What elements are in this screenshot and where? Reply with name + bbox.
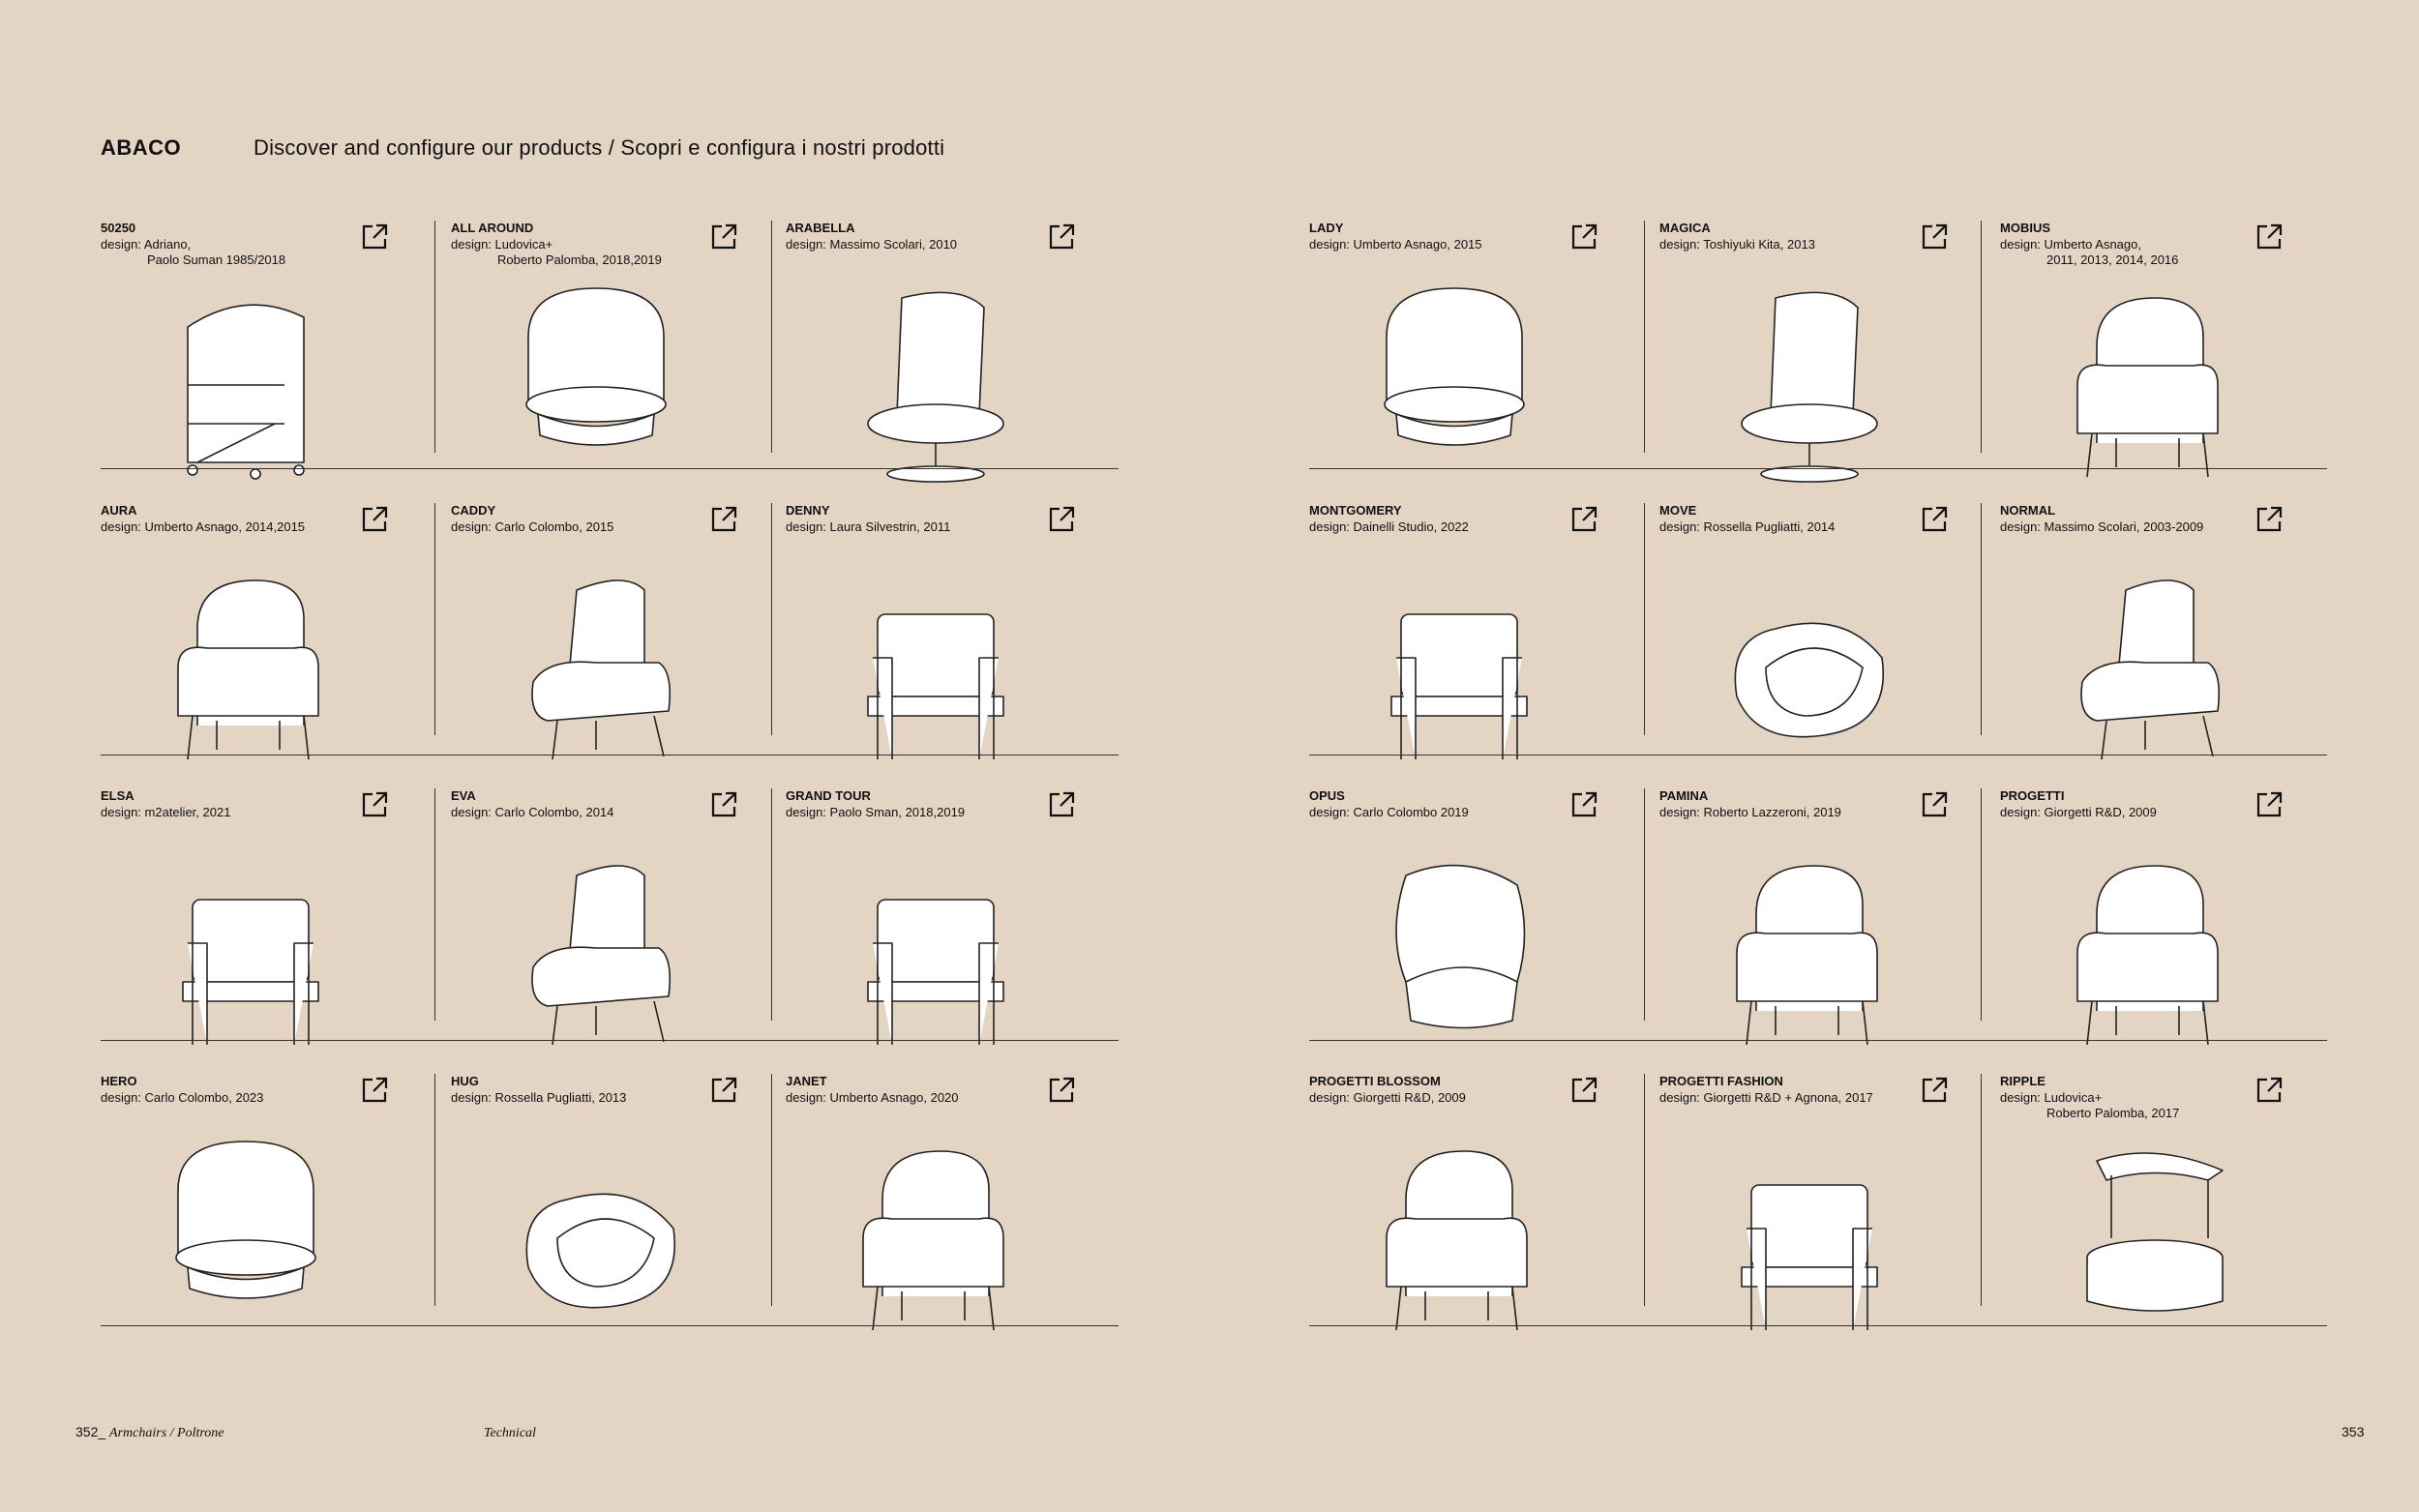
chair-ripple-illustration bbox=[2039, 1122, 2261, 1340]
designer-line: design: Toshiyuki Kita, 2013 bbox=[1659, 237, 1815, 252]
column-divider bbox=[771, 221, 772, 453]
product-designer bbox=[1309, 805, 1469, 820]
product-card[interactable] bbox=[1309, 788, 1628, 1050]
product-designer bbox=[1659, 805, 1841, 820]
product-name: EVA bbox=[451, 788, 476, 803]
column-divider bbox=[1644, 1074, 1645, 1306]
designer-line: design: Carlo Colombo 2019 bbox=[1309, 805, 1469, 819]
external-link-icon[interactable] bbox=[360, 790, 389, 819]
product-designer bbox=[786, 1090, 959, 1106]
designer-line-continued: Paolo Suman 1985/2018 bbox=[147, 252, 286, 267]
product-card[interactable] bbox=[451, 1074, 770, 1335]
product-designer bbox=[451, 237, 662, 268]
product-name: PAMINA bbox=[1659, 788, 1709, 803]
product-designer bbox=[1309, 519, 1469, 535]
product-name: PROGETTI BLOSSOM bbox=[1309, 1074, 1441, 1088]
product-card[interactable] bbox=[786, 788, 1105, 1050]
product-card[interactable] bbox=[1659, 788, 1979, 1050]
chair-grand-tour-illustration bbox=[824, 837, 1047, 1054]
product-name: MOBIUS bbox=[2000, 221, 2050, 235]
designer-line: design: Giorgetti R&D + Agnona, 2017 bbox=[1659, 1090, 1873, 1105]
designer-line: design: Massimo Scolari, 2003-2009 bbox=[2000, 519, 2204, 534]
designer-line: design: Umberto Asnago, 2020 bbox=[786, 1090, 959, 1105]
column-divider bbox=[1644, 788, 1645, 1021]
column-divider bbox=[434, 788, 435, 1021]
designer-line: design: Massimo Scolari, 2010 bbox=[786, 237, 958, 252]
product-designer bbox=[1659, 237, 1815, 252]
product-name: 50250 bbox=[101, 221, 136, 235]
product-name: ELSA bbox=[101, 788, 134, 803]
designer-line: design: Giorgetti R&D, 2009 bbox=[1309, 1090, 1466, 1105]
column-divider bbox=[1644, 503, 1645, 735]
product-card[interactable] bbox=[1309, 1074, 1628, 1335]
chair-hug-illustration bbox=[490, 1122, 712, 1340]
designer-line: design: Ludovica+ bbox=[2000, 1090, 2103, 1105]
chair-aura-illustration bbox=[139, 551, 362, 769]
chair-janet-illustration bbox=[824, 1122, 1047, 1340]
external-link-icon[interactable] bbox=[2255, 222, 2284, 252]
product-name: JANET bbox=[786, 1074, 827, 1088]
chair-progetti-fashion-illustration bbox=[1698, 1122, 1921, 1340]
chair-normal-illustration bbox=[2039, 551, 2261, 769]
product-designer bbox=[786, 519, 950, 535]
external-link-icon[interactable] bbox=[2255, 790, 2284, 819]
designer-line-continued: 2011, 2013, 2014, 2016 bbox=[2046, 252, 2179, 267]
chair-progetti-illustration bbox=[2039, 837, 2261, 1054]
product-designer bbox=[786, 237, 957, 252]
product-card[interactable] bbox=[786, 221, 1105, 482]
product-name: HERO bbox=[101, 1074, 137, 1088]
external-link-icon[interactable] bbox=[1920, 1076, 1949, 1105]
external-link-icon[interactable] bbox=[709, 1076, 738, 1105]
external-link-icon[interactable] bbox=[709, 505, 738, 534]
designer-line: design: Umberto Asnago, 2014,2015 bbox=[101, 519, 306, 534]
chair-eva-illustration bbox=[490, 837, 712, 1054]
external-link-icon[interactable] bbox=[360, 505, 389, 534]
product-designer bbox=[2000, 805, 2157, 820]
product-designer bbox=[1659, 519, 1835, 535]
designer-line: design: Dainelli Studio, 2022 bbox=[1309, 519, 1469, 534]
product-name: CADDY bbox=[451, 503, 496, 518]
external-link-icon[interactable] bbox=[1569, 505, 1598, 534]
external-link-icon[interactable] bbox=[1920, 505, 1949, 534]
product-designer bbox=[101, 237, 285, 268]
external-link-icon[interactable] bbox=[1569, 1076, 1598, 1105]
designer-line: design: Carlo Colombo, 2014 bbox=[451, 805, 614, 819]
column-divider bbox=[771, 788, 772, 1021]
external-link-icon[interactable] bbox=[360, 222, 389, 252]
product-designer bbox=[1309, 1090, 1466, 1106]
chair-mobius-illustration bbox=[2039, 269, 2261, 487]
product-name: LADY bbox=[1309, 221, 1344, 235]
row-divider bbox=[1309, 1040, 2327, 1041]
chair-50250-illustration bbox=[139, 269, 362, 487]
product-card[interactable] bbox=[1659, 221, 1979, 482]
product-name: GRAND TOUR bbox=[786, 788, 871, 803]
column-divider bbox=[1981, 1074, 1982, 1306]
footer-right bbox=[2342, 1424, 2364, 1439]
product-name: PROGETTI bbox=[2000, 788, 2065, 803]
column-divider bbox=[1644, 221, 1645, 453]
column-divider bbox=[1981, 788, 1982, 1021]
footer-center bbox=[484, 1424, 536, 1441]
chair-arabella-illustration bbox=[824, 269, 1047, 487]
chair-elsa-illustration bbox=[139, 837, 362, 1054]
product-name: HUG bbox=[451, 1074, 479, 1088]
product-name: PROGETTI FASHION bbox=[1659, 1074, 1783, 1088]
product-name: AURA bbox=[101, 503, 137, 518]
product-card[interactable] bbox=[451, 788, 770, 1050]
product-name: NORMAL bbox=[2000, 503, 2056, 518]
product-designer bbox=[2000, 1090, 2179, 1121]
product-name: MOVE bbox=[1659, 503, 1697, 518]
product-designer bbox=[1309, 237, 1482, 252]
product-designer bbox=[451, 1090, 626, 1106]
row-divider bbox=[1309, 755, 2327, 756]
row-divider bbox=[101, 468, 1119, 469]
product-designer bbox=[786, 805, 965, 820]
product-designer bbox=[101, 805, 230, 820]
external-link-icon[interactable] bbox=[2255, 505, 2284, 534]
external-link-icon[interactable] bbox=[1047, 222, 1076, 252]
designer-line: design: m2atelier, 2021 bbox=[101, 805, 231, 819]
product-name: MONTGOMERY bbox=[1309, 503, 1402, 518]
product-card[interactable] bbox=[2000, 221, 2319, 482]
designer-line: design: Roberto Lazzeroni, 2019 bbox=[1659, 805, 1841, 819]
product-card[interactable] bbox=[451, 503, 770, 764]
external-link-icon[interactable] bbox=[1569, 222, 1598, 252]
footer-separator: _ bbox=[98, 1424, 106, 1439]
page-subtitle: Discover and configure our products / Scopri e configura i nostri prodotti bbox=[254, 135, 945, 160]
chair-progetti-blossom-illustration bbox=[1348, 1122, 1570, 1340]
external-link-icon[interactable] bbox=[1920, 790, 1949, 819]
designer-line: design: Adriano, bbox=[101, 237, 192, 252]
product-card[interactable] bbox=[786, 503, 1105, 764]
row-divider bbox=[101, 1325, 1119, 1326]
product-designer bbox=[2000, 519, 2203, 535]
product-designer bbox=[101, 1090, 263, 1106]
chair-hero-illustration bbox=[139, 1122, 362, 1340]
designer-line: design: Giorgetti R&D, 2009 bbox=[2000, 805, 2157, 819]
product-name: OPUS bbox=[1309, 788, 1345, 803]
chair-move-illustration bbox=[1698, 551, 1921, 769]
product-card[interactable] bbox=[101, 503, 420, 764]
chair-pamina-illustration bbox=[1698, 837, 1921, 1054]
chair-lady-illustration bbox=[1348, 269, 1570, 487]
designer-line-continued: Roberto Palomba, 2017 bbox=[2046, 1106, 2180, 1120]
abaco-header bbox=[101, 135, 944, 161]
product-card[interactable] bbox=[101, 221, 420, 482]
designer-line: design: Umberto Asnago, 2015 bbox=[1309, 237, 1482, 252]
product-card[interactable] bbox=[2000, 503, 2319, 764]
product-designer bbox=[451, 805, 613, 820]
product-card[interactable] bbox=[101, 788, 420, 1050]
product-card[interactable] bbox=[101, 1074, 420, 1335]
product-card[interactable] bbox=[1309, 503, 1628, 764]
external-link-icon[interactable] bbox=[1920, 222, 1949, 252]
footer-section-label: Armchairs / Poltrone bbox=[109, 1426, 224, 1440]
external-link-icon[interactable] bbox=[1047, 790, 1076, 819]
product-card[interactable] bbox=[1659, 1074, 1979, 1335]
designer-line: design: Carlo Colombo, 2015 bbox=[451, 519, 614, 534]
product-card[interactable] bbox=[2000, 1074, 2319, 1335]
external-link-icon[interactable] bbox=[709, 790, 738, 819]
designer-line: design: Rossella Pugliatti, 2014 bbox=[1659, 519, 1836, 534]
designer-line: design: Ludovica+ bbox=[451, 237, 553, 252]
row-divider bbox=[1309, 1325, 2327, 1326]
column-divider bbox=[434, 221, 435, 453]
product-name: RIPPLE bbox=[2000, 1074, 2046, 1088]
designer-line: design: Laura Silvestrin, 2011 bbox=[786, 519, 951, 534]
product-designer bbox=[101, 519, 305, 535]
designer-line-continued: Roberto Palomba, 2018,2019 bbox=[497, 252, 662, 267]
right-page-number: 353 bbox=[2342, 1424, 2365, 1439]
external-link-icon[interactable] bbox=[1047, 1076, 1076, 1105]
section-title: ABACO bbox=[101, 135, 182, 160]
column-divider bbox=[434, 503, 435, 735]
chair-all-around-illustration bbox=[490, 269, 712, 487]
product-name: DENNY bbox=[786, 503, 830, 518]
product-name: MAGICA bbox=[1659, 221, 1711, 235]
row-divider bbox=[101, 1040, 1119, 1041]
column-divider bbox=[771, 1074, 772, 1306]
product-name: ALL AROUND bbox=[451, 221, 534, 235]
row-divider bbox=[101, 755, 1119, 756]
external-link-icon[interactable] bbox=[1569, 790, 1598, 819]
column-divider bbox=[434, 1074, 435, 1306]
chair-caddy-illustration bbox=[490, 551, 712, 769]
chair-magica-illustration bbox=[1698, 269, 1921, 487]
product-card[interactable] bbox=[786, 1074, 1105, 1335]
product-name: ARABELLA bbox=[786, 221, 855, 235]
designer-line: design: Rossella Pugliatti, 2013 bbox=[451, 1090, 627, 1105]
external-link-icon[interactable] bbox=[2255, 1076, 2284, 1105]
column-divider bbox=[771, 503, 772, 735]
external-link-icon[interactable] bbox=[360, 1076, 389, 1105]
product-designer bbox=[451, 519, 613, 535]
chair-montgomery-illustration bbox=[1348, 551, 1570, 769]
product-designer bbox=[1659, 1090, 1873, 1106]
designer-line: design: Umberto Asnago, bbox=[2000, 237, 2141, 252]
footer-left bbox=[75, 1424, 224, 1441]
product-card[interactable] bbox=[451, 221, 770, 482]
product-designer bbox=[2000, 237, 2178, 268]
designer-line: design: Carlo Colombo, 2023 bbox=[101, 1090, 264, 1105]
product-card[interactable] bbox=[2000, 788, 2319, 1050]
chair-denny-illustration bbox=[824, 551, 1047, 769]
product-card[interactable] bbox=[1309, 221, 1628, 482]
chair-opus-illustration bbox=[1348, 837, 1570, 1054]
row-divider bbox=[1309, 468, 2327, 469]
product-card[interactable] bbox=[1659, 503, 1979, 764]
footer-technical-label: Technical bbox=[484, 1426, 536, 1440]
external-link-icon[interactable] bbox=[709, 222, 738, 252]
column-divider bbox=[1981, 221, 1982, 453]
external-link-icon[interactable] bbox=[1047, 505, 1076, 534]
left-page-number: 352 bbox=[75, 1424, 99, 1439]
column-divider bbox=[1981, 503, 1982, 735]
designer-line: design: Paolo Sman, 2018,2019 bbox=[786, 805, 966, 819]
